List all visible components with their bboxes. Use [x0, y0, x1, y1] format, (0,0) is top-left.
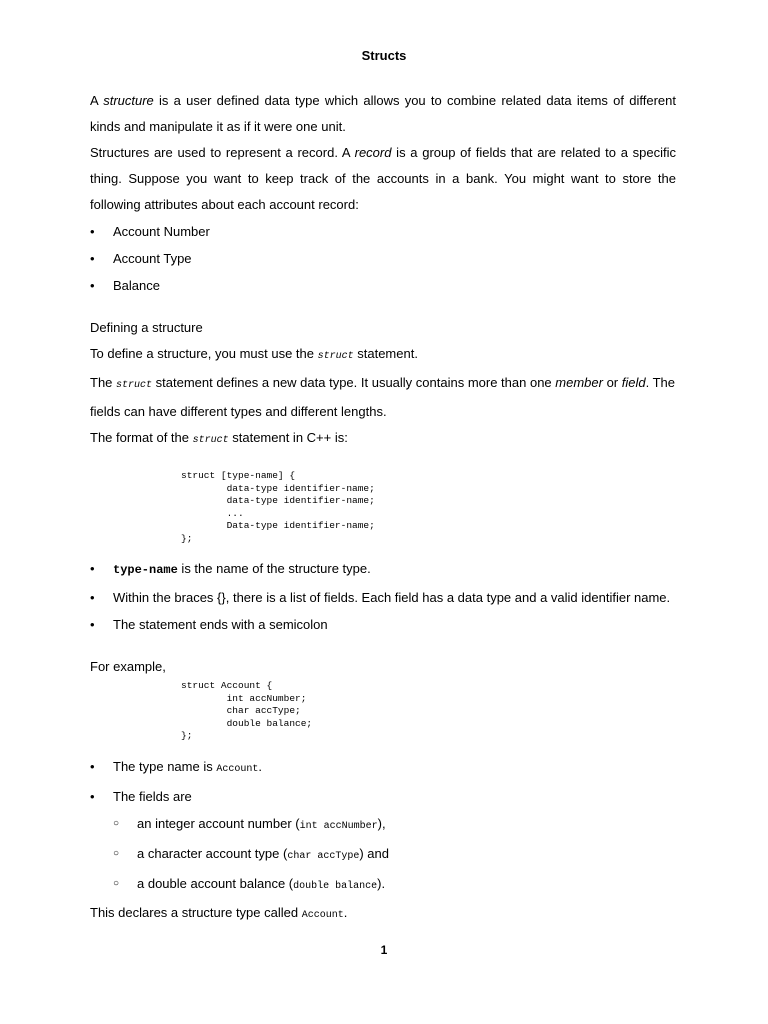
document-body — [90, 88, 676, 929]
text-run: is a group of fields that are related to a specific thing. Suppose you want to keep track of the accounts in a bank. You might want to store the following attributes about each account record: — [90, 145, 676, 212]
page-title: Structs — [361, 48, 407, 63]
inline-code: Account — [216, 763, 259, 775]
format-notes-list — [90, 555, 676, 638]
attribute-list — [90, 218, 676, 299]
text-run: To define a structure, you must use the — [90, 346, 318, 361]
list-item — [90, 555, 676, 584]
spacer — [90, 743, 676, 753]
text-run: ). — [377, 875, 386, 891]
sub-list-item — [90, 840, 676, 870]
term-structure: structure — [103, 93, 154, 108]
term-record: record — [354, 145, 392, 160]
spacer — [90, 299, 676, 315]
code-block-example: struct Account { int accNumber; char accType; double balance; }; — [181, 680, 313, 741]
list-item: • Balance — [90, 272, 676, 299]
text-run: an integer account number ( — [137, 815, 300, 831]
inline-code: char accType — [287, 850, 360, 862]
format-line — [90, 425, 676, 454]
intro-paragraph — [90, 88, 676, 140]
text-run: The type name is — [113, 758, 217, 774]
spacer — [90, 638, 676, 654]
sub-list-item — [90, 870, 676, 900]
inline-code: int accNumber — [299, 820, 378, 832]
term-field: field — [621, 375, 646, 390]
list-item: • Account Type — [90, 245, 676, 272]
text-run: a double account balance ( — [137, 875, 294, 891]
text-run: ) and — [359, 845, 389, 861]
text-run: statement in C++ is: — [228, 430, 348, 445]
text-run: statement. — [353, 346, 418, 361]
text-run: The — [90, 375, 117, 390]
inline-code: double balance — [293, 880, 378, 892]
text-run: . The fields can have different types and different lengths. — [90, 375, 676, 419]
example-notes-list — [90, 753, 676, 900]
example-label: For example, — [90, 659, 166, 674]
page-number: 1 — [380, 943, 388, 957]
spacer — [90, 545, 676, 555]
text-run: ), — [377, 815, 386, 831]
text-run: a character account type ( — [137, 845, 288, 861]
list-item: • Account Number — [90, 218, 676, 245]
text-run: The format of the — [90, 430, 193, 445]
text-run: This declares a structure type called — [90, 904, 302, 920]
text-run: is the name of the structure type. — [177, 561, 371, 576]
record-paragraph — [90, 140, 676, 218]
code-block-format: struct [type-name] { data-type identifier-name; data-type identifier-name; ... Data-type identifier-name; }; — [181, 470, 375, 544]
conclusion — [90, 900, 676, 929]
text-run: is a user defined data type which allows you to combine related data items of different kinds and manipulate it as if it were one unit. — [90, 93, 676, 134]
inline-code: Account — [301, 909, 344, 921]
text-run: . — [258, 758, 262, 774]
define-line — [90, 341, 676, 370]
term-member: member — [555, 375, 603, 390]
spacer — [90, 454, 676, 470]
section-heading: Defining a structure — [90, 320, 203, 335]
text-run: or — [602, 375, 622, 390]
inline-code: type-name — [113, 563, 178, 577]
text-run: statement defines a new data type. It usually contains more than one — [152, 375, 556, 390]
text-run: . — [343, 904, 348, 920]
sub-list-item — [90, 810, 676, 840]
inline-code: struct — [317, 351, 354, 362]
list-item — [90, 753, 676, 783]
inline-code: struct — [192, 435, 229, 446]
list-item: • The fields are — [90, 783, 676, 810]
text-run: A — [90, 93, 104, 108]
inline-code: struct — [116, 380, 153, 391]
text-run: Structures are used to represent a record. A — [90, 145, 355, 160]
list-item: • Within the braces {}, there is a list of fields. Each field has a data type and a valid identifier name. — [90, 584, 676, 611]
struct-description — [90, 370, 676, 425]
list-item: • The statement ends with a semicolon — [90, 611, 676, 638]
